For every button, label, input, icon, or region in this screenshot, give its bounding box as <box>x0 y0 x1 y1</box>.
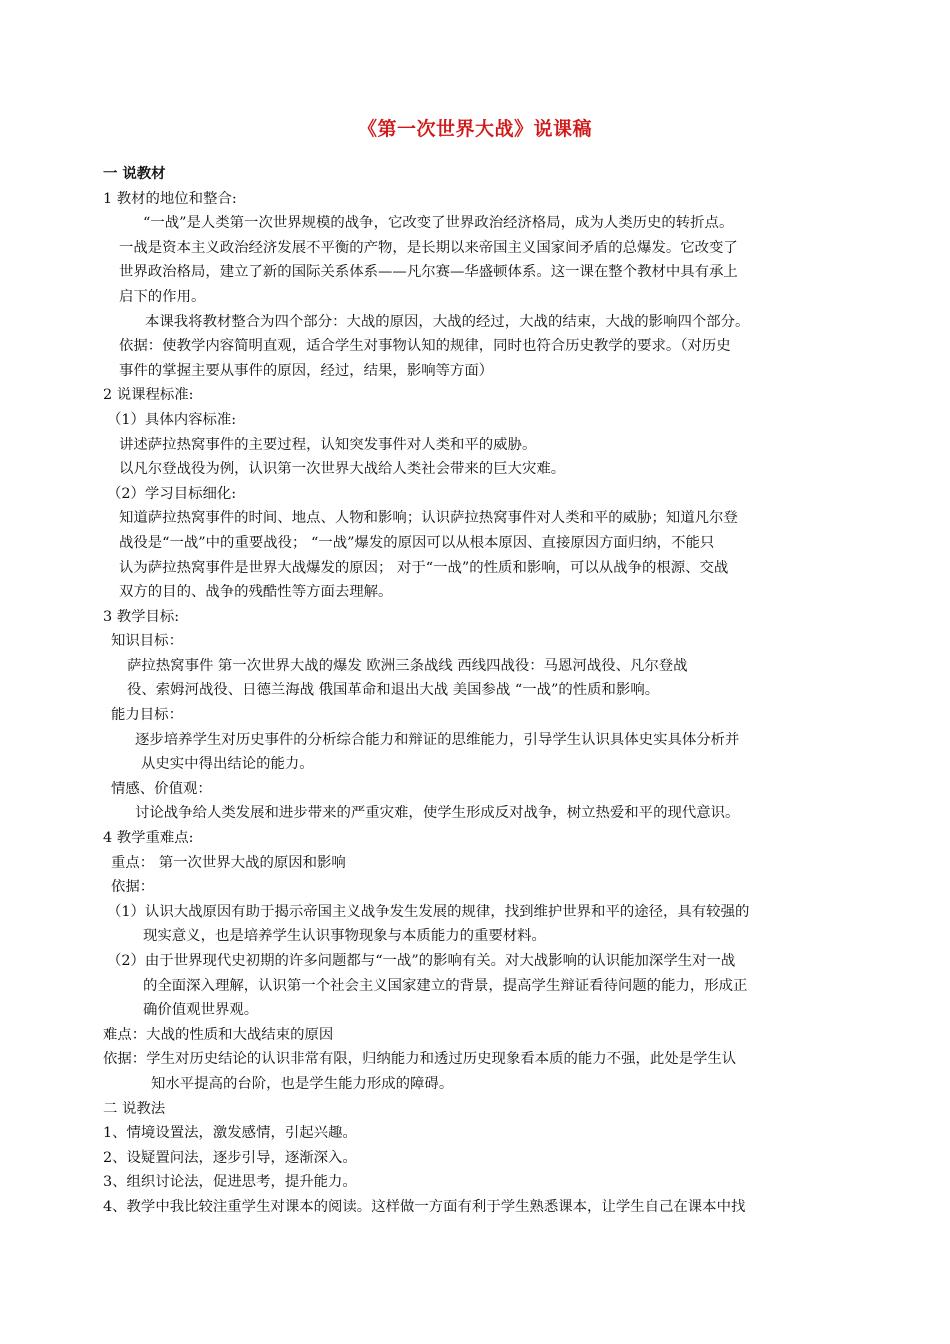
text-line: 逐步培养学生对历史事件的分析综合能力和辩证的思维能力，引导学生认识具体史实具体分析并 <box>135 731 740 748</box>
text-line: 1 教材的地位和整合: <box>103 190 237 207</box>
text-line: 知水平提高的台阶，也是学生能力形成的障碍。 <box>151 1075 454 1092</box>
text-line: 本课我将教材整合为四个部分：大战的原因，大战的经过，大战的结束，大战的影响四个部分。 <box>145 313 750 330</box>
text-line: 知道萨拉热窝事件的时间、地点、人物和影响；认识萨拉热窝事件对人类和平的威胁；知道凡尔登 <box>119 510 738 527</box>
text-line: 3、组织讨论法，促进思考，提升能力。 <box>103 1174 357 1191</box>
document-body <box>103 162 853 1220</box>
text-line: （2）由于世界现代史初期的许多问题都与“一战”的影响有关。对大战影响的认识能加深学生对一战 <box>107 953 736 969</box>
text-line: 二 说教法 <box>103 1100 166 1117</box>
text-line: 事件的掌握主要从事件的原因，经过，结果，影响等方面） <box>119 362 494 379</box>
text-line: 一 说教材 <box>103 166 166 182</box>
text-line: 1、情境设置法，激发感情，引起兴趣。 <box>103 1125 357 1142</box>
text-line: 认为萨拉热窝事件是世界大战爆发的原因； 对于“一战”的性质和影响，可以从战争的根源、交战 <box>119 559 729 576</box>
text-line: 萨拉热窝事件 第一次世界大战的爆发 欧洲三条战线 西线四战役：马恩河战役、凡尔登战 <box>127 657 688 674</box>
text-line: 讲述萨拉热窝事件的主要过程，认知突发事件对人类和平的威胁。 <box>119 436 537 453</box>
text-line: 依据： <box>111 879 155 896</box>
document-title: 《第一次世界大战》说课稿 <box>357 118 592 140</box>
text-line: 依据：学生对历史结论的认识非常有限，归纳能力和透过历史现象看本质的能力不强，此处是学生认 <box>103 1051 737 1068</box>
text-line: 的全面深入理解，认识第一个社会主义国家建立的背景，提高学生辩证看待问题的能力，形成正 <box>143 977 748 994</box>
text-line: 知识目标： <box>111 633 183 650</box>
text-line: 情感、价值观： <box>111 780 212 797</box>
text-line: 一战是资本主义政治经济发展不平衡的产物，是长期以来帝国主义国家间矛盾的总爆发。它改变了 <box>119 239 738 256</box>
text-line: “一战”是人类第一次世界规模的战争，它改变了世界政治经济格局，成为人类历史的转折点。 <box>143 215 734 232</box>
text-line: 2、设疑置问法，逐步引导，逐渐深入。 <box>103 1149 357 1166</box>
text-line: 重点： 第一次世界大战的原因和影响 <box>111 854 346 871</box>
text-line: 依据：使教学内容简明直观，适合学生对事物认知的规律，同时也符合历史教学的要求。（对历史 <box>119 338 731 355</box>
text-line: 确价值观世界观。 <box>143 1002 259 1019</box>
text-line: 世界政治格局，建立了新的国际关系体系——凡尔赛—华盛顿体系。这一课在整个教材中具有承上 <box>119 264 738 281</box>
text-line: 难点：大战的性质和大战结束的原因 <box>103 1026 334 1043</box>
text-line: 双方的目的、战争的残酷性等方面去理解。 <box>119 584 393 601</box>
text-line: 现实意义，也是培养学生认识事物现象与本质能力的重要材料。 <box>143 928 546 945</box>
text-line: （1）认识大战原因有助于揭示帝国主义战争发生发展的规律，找到维护世界和平的途径，具有较强的 <box>107 903 750 920</box>
text-line: 从史实中得出结论的能力。 <box>141 756 314 773</box>
text-line: 启下的作用。 <box>119 288 206 305</box>
text-line: 战役是“一战”中的重要战役； “一战”爆发的原因可以从根本原因、直接原因方面归纳，不能只 <box>119 534 715 551</box>
text-line: （1）具体内容标准: <box>107 411 237 428</box>
text-line: 2 说课程标准: <box>103 387 194 404</box>
text-line: 3 教学目标: <box>103 608 180 625</box>
text-line: （2）学习目标细化: <box>107 485 237 502</box>
text-line: 4、教学中我比较注重学生对课本的阅读。这样做一方面有利于学生熟悉课本，让学生自己在课本中找 <box>103 1198 746 1215</box>
text-line: 以凡尔登战役为例，认识第一次世界大战给人类社会带来的巨大灾难。 <box>119 461 566 478</box>
text-line: 4 教学重难点: <box>103 830 194 847</box>
text-line: 能力目标： <box>111 707 183 724</box>
text-line: 讨论战争给人类发展和进步带来的严重灾难，使学生形成反对战争，树立热爱和平的现代意识。 <box>135 805 740 822</box>
text-line: 役、索姆河战役、日德兰海战 俄国革命和退出大战 美国参战 “一战”的性质和影响。 <box>127 682 660 699</box>
